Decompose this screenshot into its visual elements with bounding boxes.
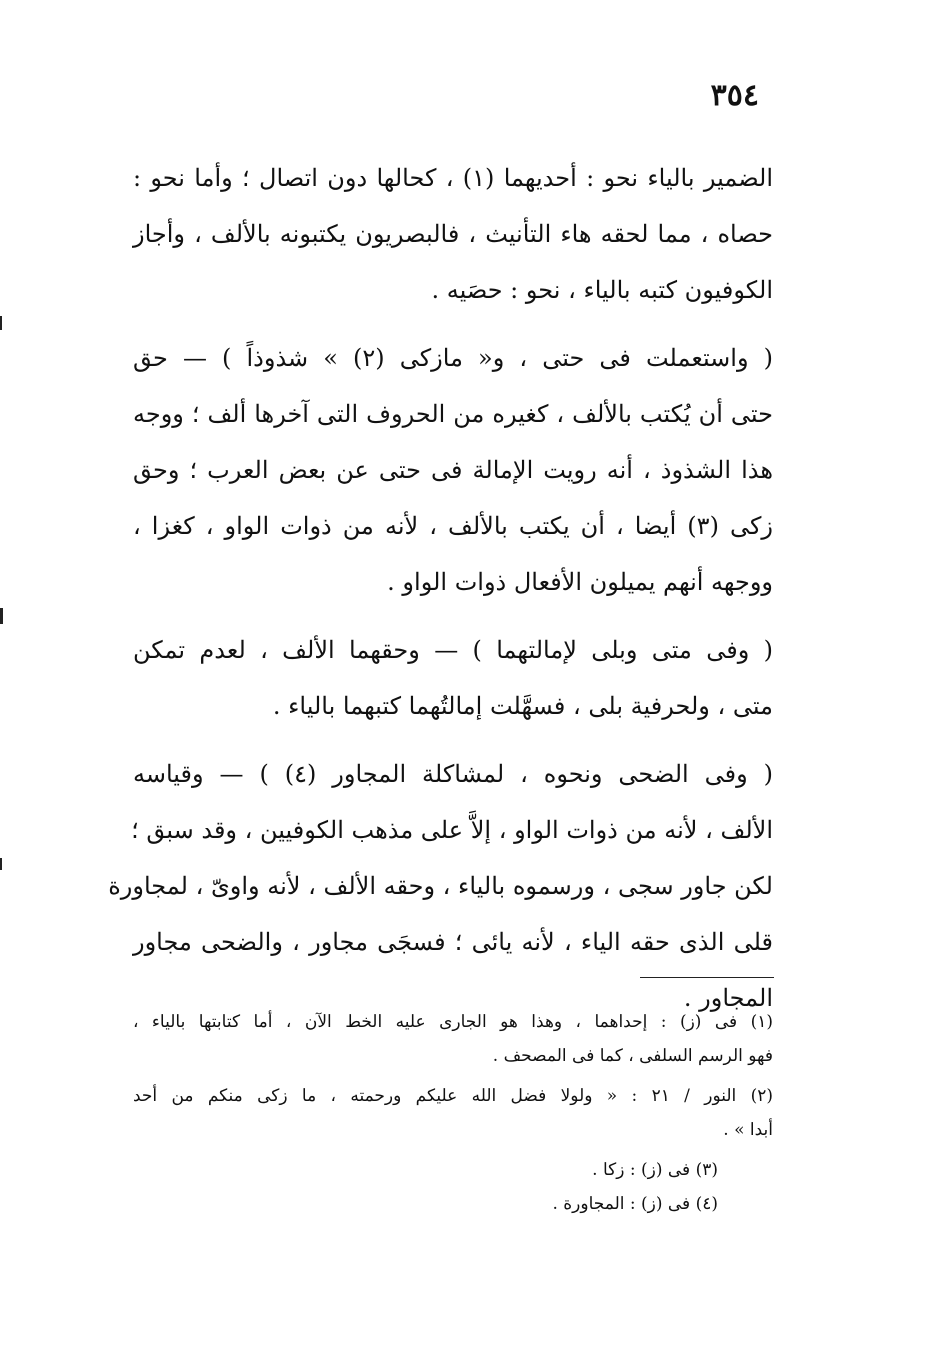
footnote-line: (٢) النور / ٢١ : « ولولا فضل الله عليكم ورحمته ، ما زكى منكم من أحد (133, 1086, 773, 1106)
body-line: الضمير بالياء نحو : أحديهما (١) ، كحالها دون اتصال ؛ وأما نحو : (133, 164, 773, 192)
body-line: قلى الذى حقه الياء ، لأنه يائى ؛ فسجَى مجاور ، والضحى مجاور (133, 928, 773, 956)
footnote-line: أبدا » . (723, 1120, 773, 1140)
body-line: الألف ، لأنه من ذوات الواو ، إلاَّ على مذهب الكوفيين ، وقد سبق ؛ (131, 816, 773, 844)
body-line: ( وفى متى وبلى لإمالتهما ) — وحقهما الألف ، لعدم تمكن (133, 636, 773, 664)
body-line: متى ، ولحرفية بلى ، فسهَّلت إمالتُهما كتبهما بالياء . (272, 692, 773, 720)
body-line: زكى (٣) أيضا ، أن يكتب بالألف ، لأنه من ذوات الواو ، كغزا ، (133, 512, 773, 540)
margin-mark (0, 858, 2, 870)
body-line: ووجهه أنهم يميلون الأفعال ذوات الواو . (387, 568, 773, 596)
body-line: هذا الشذوذ ، أنه رويت الإمالة فى حتى عن بعض العرب ؛ وحق (133, 456, 773, 484)
body-line: الكوفيون كتبه بالياء ، نحو : حصَيه . (431, 276, 773, 304)
body-line: ( وفى الضحى ونحوه ، لمشاكلة المجاور (٤) ) — وقياسه (133, 760, 773, 788)
body-line: المجاور . (683, 984, 773, 1012)
main-text (108, 150, 774, 1026)
page-number: ٣٥٤ (710, 78, 759, 113)
footnote-separator (640, 977, 774, 978)
body-line: حصاه ، مما لحقه هاء التأنيث ، فالبصريون يكتبونه بالألف ، وأجاز (133, 220, 773, 248)
body-line: حتى أن يُكتب بالألف ، كغيره من الحروف التى آخرها ألف ؛ ووجه (133, 400, 773, 428)
body-line: ( واستعملت فى حتى ، و« مازكى (٢) » شذوذاً ) — حق (133, 344, 774, 372)
footnote-line: فهو الرسم السلفى ، كما فى المصحف . (492, 1046, 773, 1066)
footnote-line: (٤) فى (ز) : المجاورة . (552, 1194, 718, 1214)
footnote-line: (٣) فى (ز) : زكا . (592, 1160, 718, 1180)
footnote-line: (١) فى (ز) : إحداهما ، وهذا هو الجارى عليه الخط الآن ، أما كتابتها بالياء ، (133, 1012, 773, 1032)
body-line: لكن جاور سجى ، ورسموه بالياء ، وحقه الألف ، لأنه واوىّ ، لمجاورة (108, 872, 773, 900)
margin-mark (0, 316, 2, 330)
margin-mark (0, 608, 3, 624)
footnotes (133, 1005, 773, 1221)
